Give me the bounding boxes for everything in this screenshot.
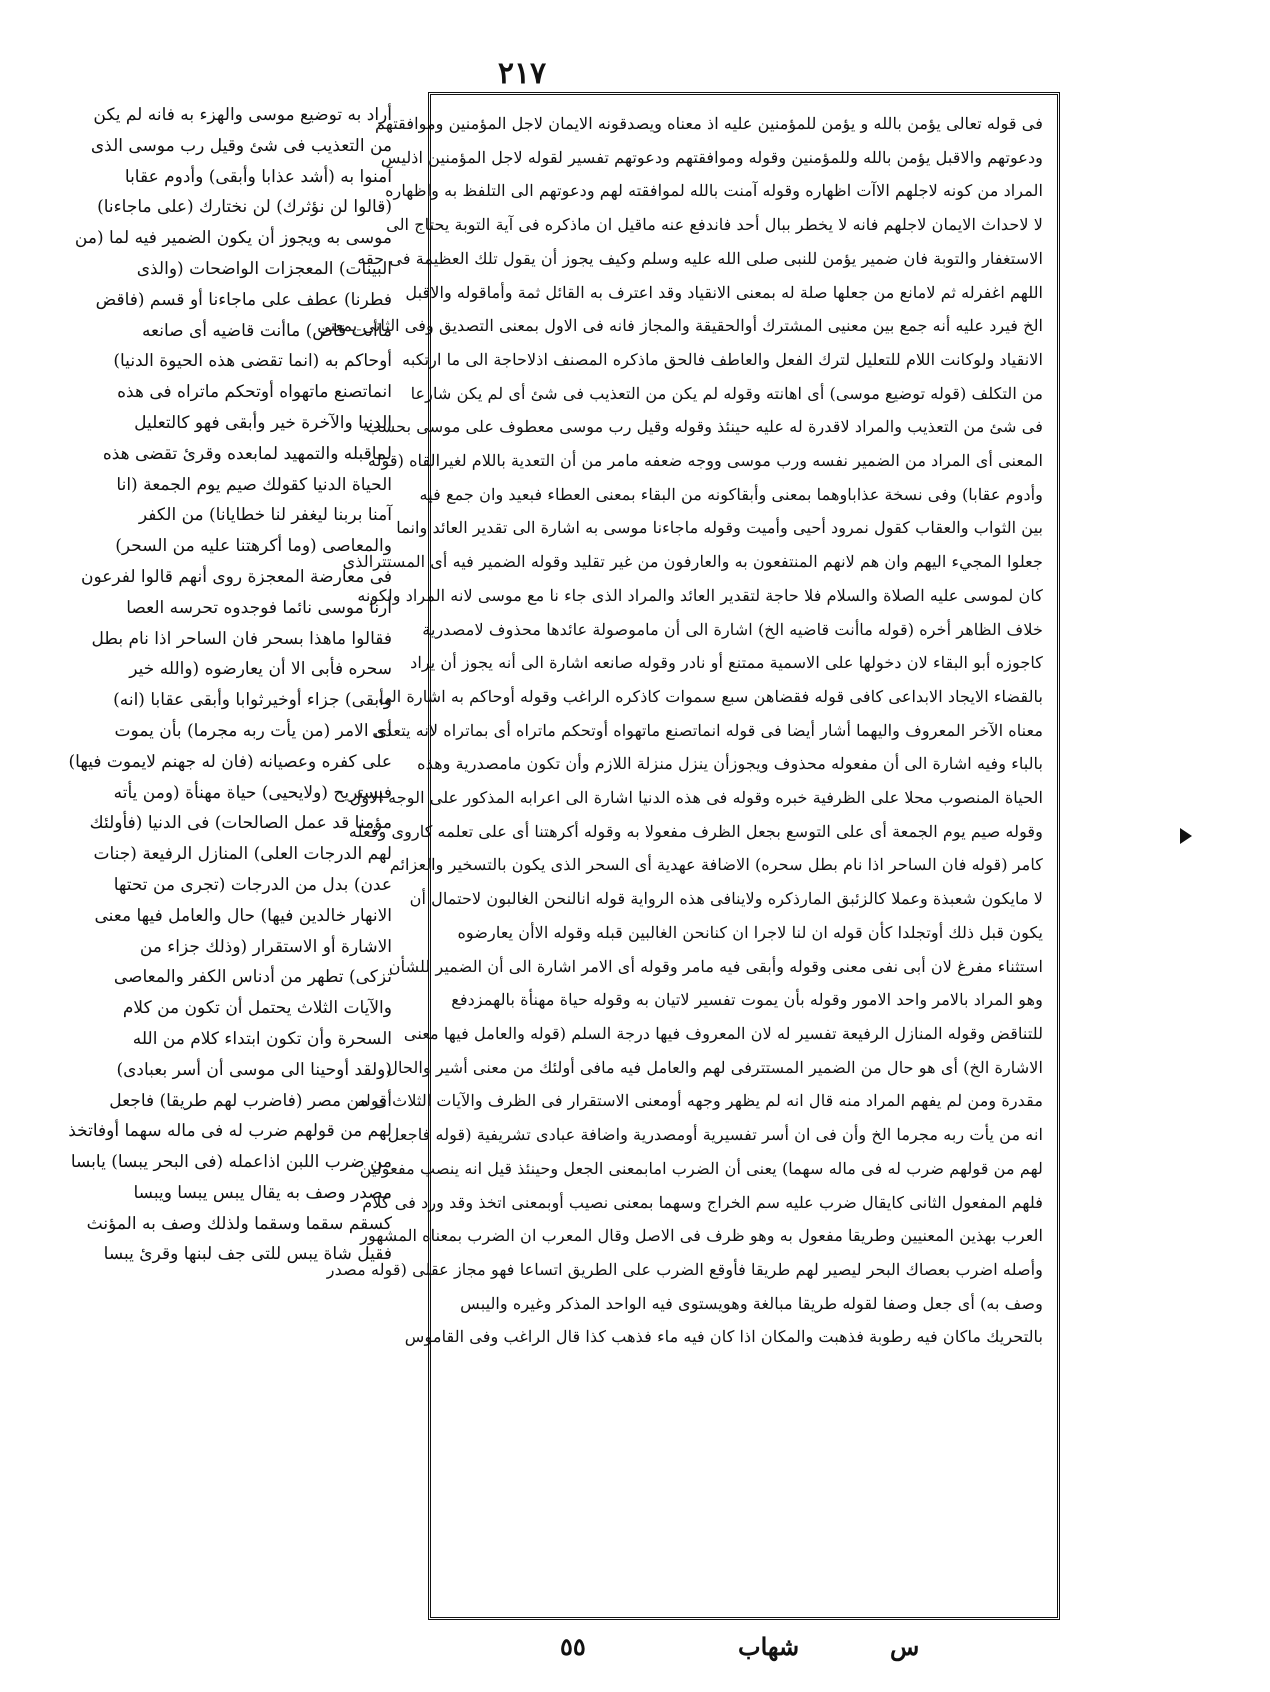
margin-text-line: لماقبله والتمهيد لمابعده وقرئ تقضى هذه	[102, 443, 392, 464]
margin-text-line: (قالوا لن نؤثرك) لن نختارك (على ماجاءنا)	[97, 197, 392, 218]
main-text-line: ودعوتهم والاقبل يؤمن بالله وللمؤمنين وقوله وموافقتهم ودعوتهم تفسير لقوله لاجل المؤمنين اذليس	[380, 147, 1043, 167]
margin-text-line: والآيات الثلاث يحتمل أن تكون من كلام	[122, 998, 392, 1019]
main-text-line: لا لاحداث الايمان لاجلهم فانه لا يخطر ببال أحد فاندفع عنه ماقيل ان ماذكره فى آية التوبة يحتاج الى	[386, 215, 1043, 235]
margin-tafsir-text	[68, 100, 392, 1270]
margin-text-line: آمنوا به (أشد عذابا وأبقى) وأدوم عقابا	[124, 166, 392, 187]
main-text-line: فى شئ من التعذيب والمراد لاقدرة له عليه حينئذ وقوله وقيل رب موسى معطوف على موسى بحسب	[365, 417, 1043, 437]
main-text-line: استثناء مفرغ لان أبى نفى معنى وقوله وأبقى فيه مامر وقوله أى الامر اشارة الى أن الضمير للشأن	[388, 956, 1043, 976]
main-text-line: للتناقض وقوله المنازل الرفيعة تفسير له لان المعروف فيها درجة السلم (قوله والعامل فيها معنى	[403, 1023, 1043, 1043]
main-text-line: لا مايكون شعبذة وعملا كالزئبق المارذكره ولاينافى هذه الرواية قوله انالنحن الغالبون لاحتمال أن	[409, 889, 1043, 909]
margin-text-line: الاشارة أو الاستقرار (وذلك جزاء من	[139, 936, 392, 957]
margin-text-line: آمنا بربنا ليغفر لنا خطايانا) من الكفر	[138, 505, 392, 526]
main-text-line: وأصله اضرب بعصاك البحر ليصير لهم طريقا فأوقع الضرب على الطريق اتساعا فهو مجاز عقلى (قوله مصدر	[326, 1259, 1043, 1279]
main-text-line: جعلوا المجيء اليهم وان هم لانهم المنتفعون به والعارفون من غير تقليد وقوله الضمير فيه أى المستترالذى	[342, 552, 1043, 572]
main-text-line: فلهم المفعول الثانى كايقال ضرب عليه سم الخراج وسهما بمعنى نصيب أوبمعنى اتخذ وقد ورد فى كلام	[362, 1192, 1043, 1212]
main-text-line: خلاف الظاهر أخره (قوله ماأنت قاضيه الخ) اشارة الى أن ماموصولة عائدها محذوف لامصدرية	[422, 619, 1043, 639]
margin-text-line: لهم الدرجات العلى) المنازل الرفيعة (جنات	[93, 844, 392, 865]
footer-signature-title: شهاب	[738, 1632, 800, 1661]
main-text-line: الحياة المنصوب محلا على الظرفية خبره وقوله فى هذه الدنيا اشارة الى اعرابه المذكور على الوجه الاول	[349, 788, 1043, 808]
margin-text-line: الدنيا والآخرة خير وأبقى فهو كالتعليل	[134, 412, 392, 433]
margin-text-line: أى الامر (من يأت ربه مجرما) بأن يموت	[114, 720, 392, 741]
margin-text-line: أراد به توضيع موسى والهزء به فانه لم يكن	[93, 105, 392, 125]
main-text-line: الخ فيرد عليه أنه جمع بين معنيى المشترك أوالحقيقة والمجاز فانه فى الاول بمعنى التصديق وفى الثانى بمعنى	[317, 316, 1043, 336]
margin-text-line: (ولقد أوحينا الى موسى أن أسر بعبادى)	[116, 1059, 392, 1080]
margin-text-line: لهم من قولهم ضرب له فى ماله سهما أوفاتخذ	[68, 1121, 392, 1142]
main-text-line: من التكلف (قوله توضيع موسى) أى اهانته وقوله لم يكن من التعذيب فى شئ أى لم يكن شارعا	[410, 383, 1043, 403]
margin-text-line: فى معارضة المعجزة روى أنهم قالوا لفرعون	[80, 566, 392, 587]
margin-text-line: أى من مصر (فاضرب لهم طريقا) فاجعل	[109, 1090, 392, 1111]
main-text-line: مقدرة ومن لم يفهم المراد منه قال انه لم يظهر وجهه أومعنى الاستقرار فى الظرف والآيات الثلاث قوله	[357, 1091, 1043, 1111]
main-text-line: وصف به) أى جعل وصفا لقوله طريقا مبالغة وهويستوى فيه الواحد المذكر وغيره واليبس	[460, 1293, 1043, 1313]
margin-text-line: انماتصنع ماتهواه أوتحكم ماتراه فى هذه	[117, 382, 392, 403]
main-text-line: كان لموسى عليه الصلاة والسلام فلا حاجة لتقدير العائد والمراد الذى جاء نا مع موسى لانه المراد ولكونه	[357, 585, 1043, 605]
margin-text-line: السحرة وأن تكون ابتداء كلام من الله	[132, 1028, 392, 1049]
margin-text-line: كسقم سقما وسقما ولذلك وصف به المؤنث	[86, 1213, 392, 1234]
main-text-line: معناه الآخر المعروف واليهما أشار أيضا فى قوله انماتصنع ماتهواه أوتحكم ماتراه أى بماتراه لانه يتعدى	[372, 720, 1043, 740]
margin-text-line: فيستريح (ولايحيى) حياة مهنأة (ومن يأته	[113, 782, 392, 803]
page-number: ٢١٧	[497, 56, 547, 91]
footer-signature-number: ٥٥	[560, 1632, 586, 1661]
main-text-line: بين الثواب والعقاب كقول نمرود أحيى وأميت وقوله ماجاءنا موسى به اشارة الى تقدير العائد وانما	[396, 518, 1043, 538]
main-text-line: كاجوزه أبو البقاء لان دخولها على الاسمية ممتنع أو نادر وقوله صانعه اشارة الى أنه يجوز أن يراد	[410, 653, 1043, 673]
page-footer	[560, 1632, 920, 1668]
margin-text-line: والمعاصى (وما أكرهتنا عليه من السحر)	[115, 536, 392, 557]
main-text-line: انه من يأت ربه مجرما الخ وأن فى ان أسر تفسيرية أومصدرية واضافة عبادى تشريفية (قوله فاجعل	[387, 1125, 1043, 1145]
margin-text-line: الانهار خالدين فيها) حال والعامل فيها معنى	[94, 905, 392, 926]
main-text-line: بالتحريك ماكان فيه رطوبة فذهبت والمكان اذا كان فيه ماء فذهب كذا قال الراغب وفى القاموس	[404, 1327, 1043, 1347]
main-text-line: فى قوله تعالى يؤمن بالله و يؤمن للمؤمنين عليه اذ معناه ويصدقونه الايمان لاجل المؤمنين وموافقتهم	[375, 114, 1043, 133]
main-text-line: المراد من كونه لاجلهم الاآت اظهاره وقوله آمنت بالله لموافقته لهم ودعوتهم الى التلفظ به واظهاره	[385, 181, 1043, 201]
main-text-line: العرب بهذين المعنيين وطريقا مفعول به وهو ظرف فى الاصل وقال المعرب ان الضرب بمعناه المشهور	[360, 1226, 1043, 1246]
margin-text-line: مؤمنا قد عمل الصالحات) فى الدنيا (فأولئك	[89, 813, 392, 834]
footer-signature-letter: س	[890, 1632, 920, 1661]
margin-text-line: على كفره وعصيانه (فان له جهنم لايموت فيها)	[68, 751, 392, 772]
margin-text-line: الحياة الدنيا كقولك صيم يوم الجمعة (انا	[116, 474, 392, 495]
main-text-frame	[317, 92, 1060, 1620]
main-text-line: الاشارة الخ) أى هو حال من الضمير المستترفى لهم والعامل فيه مافى أولئك من معنى أشير والحال	[386, 1057, 1043, 1077]
main-text-line: الاستغفار والتوبة فان ضمير يؤمن للنبى صلى الله عليه وسلم وكيف يجوز أن يقول تلك العظيمة فى حقه	[357, 248, 1043, 268]
main-text-line: الانقياد ولوكانت اللام للتعليل لترك الفعل والعاطف فالحق ماذكره المصنف اذلاحاجة الى ما ارتكبه	[402, 349, 1043, 369]
main-commentary-text	[317, 107, 1043, 1354]
margin-text-line: فقيل شاة يبس للتى جف لبنها وقرئ يبسا	[103, 1244, 392, 1265]
main-text-line: وأدوم عقابا) وفى نسخة عذاباوهما بمعنى وأبقاكونه من البقاء بمعنى العطاء فبعيد وان جمع فيه	[419, 484, 1043, 504]
margin-text-line: وأبقى) جزاء أوخيرثوابا وأبقى عقابا (انه)	[113, 690, 392, 711]
main-text-line: المعنى أى المراد من الضمير نفسه ورب موسى ووجه ضعفه مامر من أن التعدية باللام لغيرالقاه (قوله	[367, 451, 1043, 471]
page-edge-marker-icon	[1180, 828, 1192, 844]
main-text-line: بالقضاء الايجاد الابداعى كافى قوله فقضاهن سبع سموات كاذكره الراغب وقوله أوحاكم به اشارة الى	[378, 686, 1043, 706]
margin-text-line: فقالوا ماهذا بسحر فان الساحر اذا نام بطل	[91, 628, 392, 649]
margin-text-line: مصدر وصف به يقال يبس يبسا ويبسا	[133, 1182, 392, 1203]
margin-text-line: ماأنت قاض) ماأنت قاضيه أى صانعه	[141, 320, 392, 341]
main-text-line: كامر (قوله فان الساحر اذا نام بطل سحره) الاضافة عهدية أى السحر الذى يكون بالتسخير والعزائم	[389, 855, 1043, 875]
margin-column	[68, 100, 392, 1640]
margin-text-line: البينات) المعجزات الواضحات (والذى	[136, 258, 392, 279]
margin-text-line: فطرنا) عطف على ماجاءنا أو قسم (فاقض	[95, 289, 392, 310]
main-text-line: وقوله صيم يوم الجمعة أى على التوسع بجعل الظرف مفعولا به وقوله أكرهتنا أى على تعلمه كاروى وفعله	[348, 821, 1043, 841]
main-text-line: اللهم اغفرله ثم لامانع من جعلها صلة له بمعنى الانقياد وقد اعترف به القائل ثمة وأماقوله والاقبل	[405, 282, 1043, 302]
main-text-line: يكون قبل ذلك أوتجلدا كأن قوله ان لنا لاجرا ان كنانحن الغالبين قبله وقوله الاأن يعارضوه	[457, 922, 1043, 942]
margin-text-line: من التعذيب فى شئ وقيل رب موسى الذى	[90, 135, 392, 156]
margin-text-line: سحره فأبى الا أن يعارضوه (والله خير	[129, 659, 392, 680]
main-text-line: وهو المراد بالامر واحد الامور وقوله بأن يموت تفسير لاتيان به وقوله حياة مهنأة بالهمزدفع	[451, 990, 1043, 1010]
margin-text-line: أوحاكم به (انما تقضى هذه الحيوة الدنيا)	[113, 351, 392, 372]
main-text-line: لهم من قولهم ضرب له فى ماله سهما) يعنى أن الضرب امابمعنى الجعل وحينئذ قيل انه ينصب مفعولين	[359, 1158, 1043, 1178]
margin-text-line: أرنا موسى نائما فوجدوه تحرسه العصا	[126, 597, 392, 618]
margin-text-line: من ضرب اللبن اذاعمله (فى البحر يبسا) يابسا	[70, 1152, 392, 1173]
margin-text-line: عدن) بدل من الدرجات (تجرى من تحتها	[113, 874, 392, 895]
main-text-line: بالباء وفيه اشارة الى أن مفعوله محذوف ويجوزأن ينزل منزلة اللازم وأن تكون مامصدرية وهذه	[417, 754, 1043, 774]
margin-text-line: تزكى) تطهر من أدناس الكفر والمعاصى	[113, 967, 392, 988]
margin-text-line: موسى به ويجوز أن يكون الضمير فيه لما (من	[74, 228, 392, 249]
